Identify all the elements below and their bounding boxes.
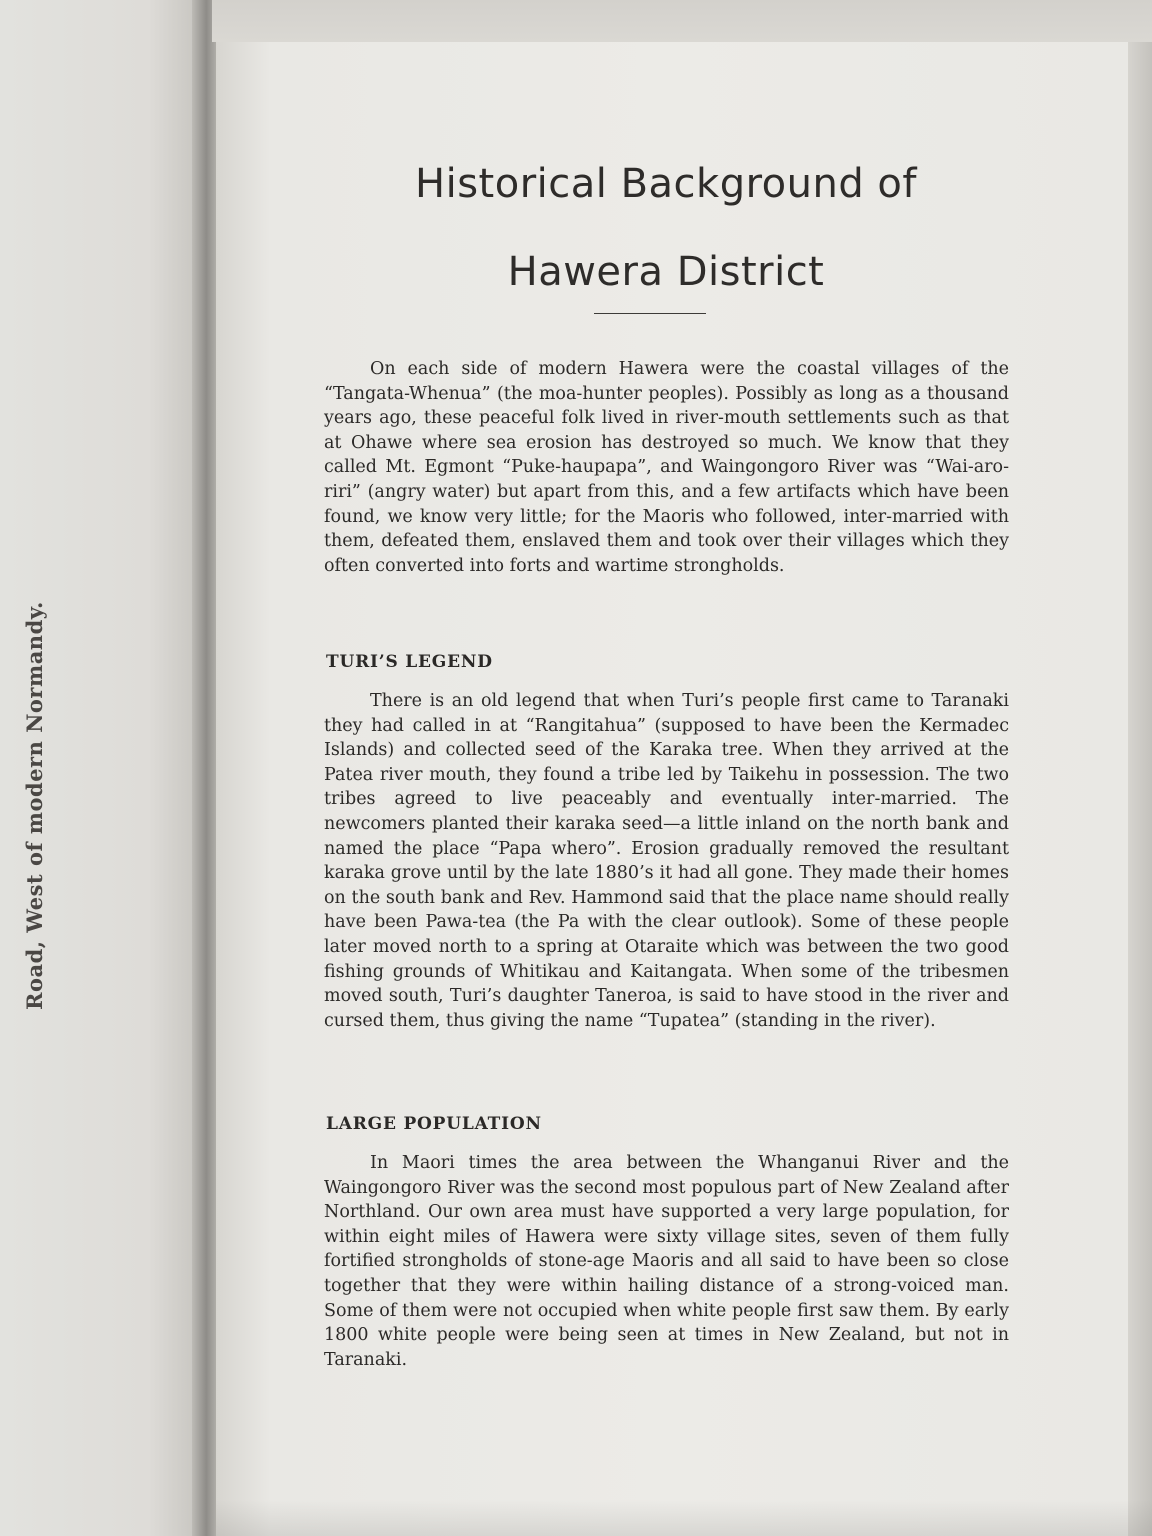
- section-heading-turis-legend: TURI’S LEGEND: [326, 652, 493, 672]
- section-heading-large-population: LARGE POPULATION: [326, 1114, 542, 1134]
- intro-paragraph: On each side of modern Hawera were the coastal villages of the “Tangata-Whenua” (the moa-hunter peoples). Possibly as long as a thousand years ago, these peaceful folk lived in river-mouth settlements such as that at Ohawe where sea erosion has destroyed so much. We know that they called Mt. Egmont “Puke-haupapa”, and Waingongoro River was “Wai-aro-riri” (angry water) but apart from this, and a few artifacts which have been found, we know very little; for the Maoris who followed, inter-married with them, defeated them, enslaved them and took over their villages which they often converted into forts and wartime strongholds.: [324, 359, 1009, 576]
- section-paragraph-turis-legend: There is an old legend that when Turi’s people first came to Taranaki they had called in at “Rangitahua” (supposed to have been the Kermadec Islands) and collected seed of the Karaka tree. When they arrived at the Patea river mouth, they found a tribe led by Taikehu in possession. The two tribes agreed to live peaceably and eventually inter-married. The newcomers planted their karaka seed—a little inland on the north bank and named the place “Papa whero”. Erosion gradually removed the resultant karaka grove until by the late 1880’s it had all gone. They made their homes on the south bank and Rev. Hammond said that the place name should really have been Pawa-tea (the Pa with the clear outlook). Some of these people later moved north to a spring at Otaraite which was between the two good fishing grounds of Whitikau and Kaitangata. When some of the tribesmen moved south, Turi’s daughter Taneroa, is said to have stood in the river and cursed them, thus giving the name “Tupatea” (standing in the river).: [324, 691, 1009, 1031]
- page-edge: [1128, 42, 1152, 1536]
- section-paragraph-large-population: In Maori times the area between the Whanganui River and the Waingongoro River was the second most populous part of New Zealand after Northland. Our own area must have supported a very large population, for within eight miles of Hawera were sixty village sites, seven of them fully fortified strongholds of stone-age Maoris and all said to have been so close together that they were within hailing distance of a strong-voiced man. Some of them were not occupied when white people first saw them. By early 1800 white people were being seen at times in New Zealand, but not in Taranaki.: [324, 1153, 1009, 1370]
- title-line-2: Hawera District: [507, 249, 825, 295]
- page-title: [330, 140, 1002, 316]
- page-bottom-shadow: [216, 1500, 1152, 1536]
- title-divider: [594, 313, 706, 314]
- left-page: [0, 0, 212, 1536]
- page-top-shadow: [212, 0, 1152, 42]
- left-page-margin-text: Road, West of modern Normandy.: [22, 601, 47, 1010]
- title-line-1: Historical Background of: [415, 161, 917, 207]
- book-gutter: [192, 0, 218, 1536]
